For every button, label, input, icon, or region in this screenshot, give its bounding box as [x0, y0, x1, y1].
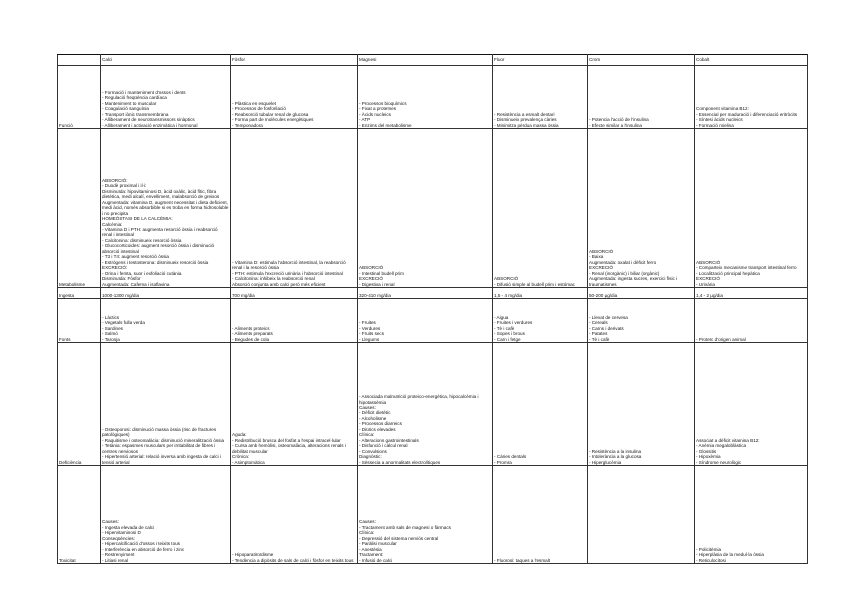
cell-ingesta-fluor: 1,5 - 4 mg/dia [493, 288, 588, 299]
row-label-toxicitat: Toxicitat [58, 466, 101, 564]
cell-metabolisme-crom: ABSORCIÓ - Baixa Augmentada: oxalat i dèficit ferro EXCRECIÓ - Renal (inorgànic) i biliar (orgànic) Augmentada: ingesta sucres, exercici físic i traumatismes [588, 129, 695, 288]
cell-metabolisme-cobalt: ABSORCIÓ - Comparteix mecanisme transport intestinal ferro - Localització principal hepàtica EXCRECIÓ - Urinària [695, 129, 808, 288]
cell-toxicitat-magnesi: Causes: - Tractament amb sals de magnesi o fàrmacs Clínica: - Depressió del sistema nerviós central - Paràlisi muscular - Anestèsia Tractament: - Infusió de calci [358, 466, 493, 564]
cell-funcio-calci: - Formació i manteniment d'ossos i dents - Regulació freqüència cardíaca - Manteniment to muscular - Coagulació sanguínia - Transport iònic transmembrana - Alliberament de neurotransmissors sinàptics - Alliberament i activació enzimàtica i hormonal [101, 66, 231, 129]
row-label-fonts: Fonts [58, 299, 101, 343]
cell-fonts-fosfor: - Aliments proteics - Aliments preparats - Begudes de cola [231, 299, 358, 343]
cell-toxicitat-cobalt: - Policitèmia - Hiperplàsia de la medul·la òssia - Reticulocitosi [695, 466, 808, 564]
cell-funcio-magnesi: - Processos bioquímics - Fixat a proteïnes - Àcids nucleics - ATP - Enzims del metabolisme [358, 66, 493, 129]
cell-funcio-fosfor: - Plàstica en esquelet - Processos de fosforilació - Reabsorció tubular renal de glucosa - Forma part de molècules energètiques - Temponadora [231, 66, 358, 129]
cell-funcio-crom: - Potencia l'acció de l'insulina - Efecte similar a l'insulina [588, 66, 695, 129]
cell-ingesta-crom: 50-200 µg/dia [588, 288, 695, 299]
row-funcio [58, 66, 808, 129]
header-magnesi: Magnesi [358, 55, 493, 66]
row-ingesta [58, 288, 808, 299]
cell-deficiencia-calci: - Osteoporosi: disminució massa òssia (risc de fractures patològiques) - Raquitisme i osteomalàcia: disminució mineralització òssia - Tetània: espasmes musculars per irritabilitat de fibres i centres nerviosos - Hipertensió arterial: relació inversa amb ingesta de calci i tensió arterial [101, 343, 231, 466]
row-label-deficiencia: Deficiència [58, 343, 101, 466]
cell-deficiencia-crom: - Resistència a la insulina - Intolerància a la glucosa - Hiperglucèmia [588, 343, 695, 466]
header-crom: Crom [588, 55, 695, 66]
nutrient-table [57, 54, 808, 564]
header-row [58, 55, 808, 66]
cell-fonts-fluor: - Aigua - Fruites i verdures - Tè i cafè - Sopes i brous - Carn i fetge [493, 299, 588, 343]
cell-toxicitat-crom [588, 466, 695, 564]
cell-fonts-cobalt: - Proteïc d'origen animal [695, 299, 808, 343]
row-toxicitat [58, 466, 808, 564]
cell-fonts-magnesi: - Fruites - Verdures - Fruits secs - Llegums [358, 299, 493, 343]
cell-ingesta-magnesi: 320-410 mg/dia [358, 288, 493, 299]
row-metabolisme [58, 129, 808, 288]
cell-ingesta-cobalt: 1,4 - 2 µg/dia [695, 288, 808, 299]
cell-metabolisme-fluor: ABSORCIÓ - Difusió simple al budell prim i estómac [493, 129, 588, 288]
row-deficiencia [58, 343, 808, 466]
cell-deficiencia-magnesi: - Associada malnutrició proteico-energètica, hipocalcèmia i hipotassèmia Causes: - Dèficit dietètic - Alcoholisme - Processos diarreics - Diürics elevades Clínica: - Alteracions gastrointestinals - Disfunció i càlcul renal - Convulsions Diagnòstic: - Sèssecia a anormalitats electrolítiques [358, 343, 493, 466]
cell-metabolisme-fosfor: - Vitamina D: estimula l'absorció intestinal, la reabsorció renal i la resorció òssia - PTH: estimula l'excreció urinària i l'absorció intestinal - Calcitonina: inhibeix la reabsorció renal Absorció conjunta amb calci però més eficient [231, 129, 358, 288]
row-fonts [58, 299, 808, 343]
cell-funcio-cobalt: Component vitamina B12: - Essencial per maduració i diferenciació eritròcits - Síntesi àcids nucleics - Formació mielina [695, 66, 808, 129]
cell-fonts-calci: - Làctics - Vegetals fulla verda - Sardines - Salmó - Taronja [101, 299, 231, 343]
row-label-funcio: Funció [58, 66, 101, 129]
header-corner [58, 55, 101, 66]
cell-funcio-fluor: - Resistència a esmalt dentari - Disminueix prevalença càries - Minimitza pèrdua massa òssia [493, 66, 588, 129]
cell-metabolisme-magnesi: ABSORCIÓ - Intestinal budell prim EXCRECIÓ - Digestiva i renal [358, 129, 493, 288]
cell-deficiencia-fosfor: Aguda: - Redistribució brusca del fosfat a l'espai intracel·lular - Cursa amb hemòlisi, osteomalàcia, alteracions renals i debilitat muscular Crònica: - Asimptomàtica [231, 343, 358, 466]
cell-ingesta-fosfor: 700 mg/dia [231, 288, 358, 299]
cell-ingesta-calci: 1000-1300 mg/dia [101, 288, 231, 299]
cell-toxicitat-fosfor: - Hipoparatiroïdisme - Tendència a dipòsits de sals de calci i fòsfor en teixits tous [231, 466, 358, 564]
cell-deficiencia-fluor: - Càries dentals - Promra [493, 343, 588, 466]
header-fosfor: Fòsfor [231, 55, 358, 66]
cell-toxicitat-calci: Causes: - Ingesta elevada de calci - Hipervitaminosi D Conseqüències: - Hipercalcificació d'ossos i teixits tous - Interferència en absorció de ferro i zinc - Restrenyiment - Litiasi renal [101, 466, 231, 564]
cell-metabolisme-calci: ABSORCIÓ: - Duodè proximal i il·i: Disminuïda: hipovitaminosi D, àcid oxàlic, àcid fític, fibra dietètica, medi alcalí, envelliment, malabsorció de greixos Augmentada: vitamina D, augment necessitat i dieta deficient, medi àcid, només absorbible si es troba en forma hidrosoluble i no precipita HOMEÒSTASI DE LA CALCÈMIA: Calcèmia: - Vitamina D i PTH: augmenta resorció òssia i reabsorció renal i intestinal - Calcitonina: disminueix resorció òssia - Glucocorticoides: augment resorció òssia i disminució absorció intestinal - T3 i T4: augment resorció òssia - Estrògens i testosterona: disminueix resorció òssia EXCRECIÓ: - Orina i femta, suor i exfoliació cutània Disminuïda: Fòsfor Augmentada: Cafeïna i isoflavina [101, 129, 231, 288]
cell-toxicitat-fluor: - Fluorosi: taques a l'esmalt [493, 466, 588, 564]
row-label-metabolisme: Metabolisme [58, 129, 101, 288]
cell-deficiencia-cobalt: Associat a dèficit vitamina B12: - Anèmia megaloblàstica - Glossitis - Hipoxèmia - Síndrome neurològic [695, 343, 808, 466]
cell-fonts-crom: - Llevat de cervesa - Cereals - Carns i derivats - Patates - Tè i cafè [588, 299, 695, 343]
header-calci: Calci [101, 55, 231, 66]
row-label-ingesta: Ingesta [58, 288, 101, 299]
header-cobalt: Cobalt [695, 55, 808, 66]
header-fluor: Fluor [493, 55, 588, 66]
